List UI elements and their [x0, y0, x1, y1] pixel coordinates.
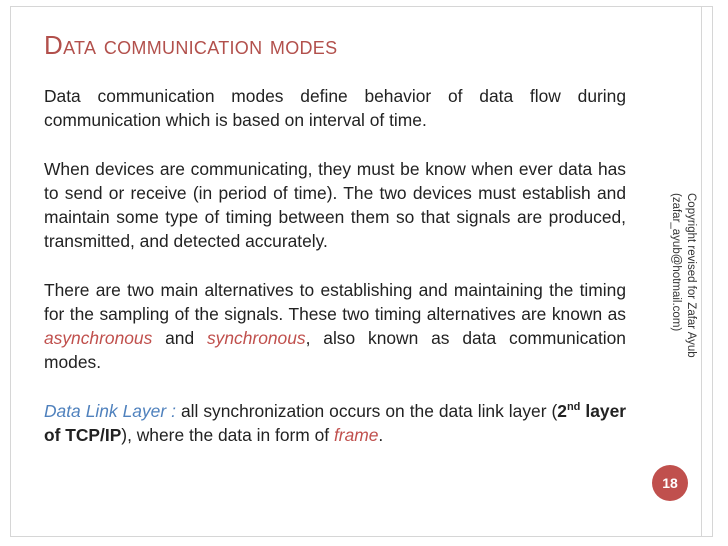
- copyright-line-1: Copyright revised for Zafar Ayub: [685, 193, 697, 358]
- term-synchronous: synchronous: [206, 328, 306, 348]
- term-frame: frame: [333, 425, 379, 445]
- paragraph-3-part-2: and: [152, 328, 207, 348]
- layer-number: 2: [557, 401, 567, 421]
- page-number-badge: 18: [652, 465, 688, 501]
- paragraph-3-part-3: , also known as data communication modes.: [44, 328, 626, 372]
- copyright-line-2: (zafar_ayub@hotmail.com): [670, 193, 682, 332]
- term-asynchronous: asynchronous: [44, 328, 153, 348]
- layer-ordinal-suffix: nd: [566, 401, 581, 414]
- paragraph-2: When devices are communicating, they must be know when ever data has to send or receive (in period of time). The two devices must establish and maintain some type of timing between them so that signals are produced, transmitted, and detected accurately.: [44, 159, 626, 251]
- layer-name: layer of TCP/IP: [44, 401, 627, 445]
- slide-body: [44, 84, 626, 447]
- paragraph-4-part-2: ), where the data in form of: [121, 425, 334, 445]
- paragraph-3: [44, 278, 626, 374]
- paragraph-4-part-1: all synchronization occurs on the data link layer (: [175, 401, 558, 421]
- data-link-layer-label: Data Link Layer :: [44, 401, 176, 421]
- paragraph-4-end: .: [378, 425, 384, 445]
- paragraph-1: Data communication modes define behavior of data flow during communication which is based on interval of time.: [44, 86, 626, 130]
- copyright-note: [668, 193, 698, 358]
- paragraph-4: [44, 399, 626, 447]
- paragraph-3-part-1: There are two main alternatives to establishing and maintaining the timing for the sampling of the signals. These two timing alternatives are known as: [44, 280, 626, 324]
- right-divider: [701, 6, 702, 537]
- slide-title: Data communication modes: [44, 30, 338, 60]
